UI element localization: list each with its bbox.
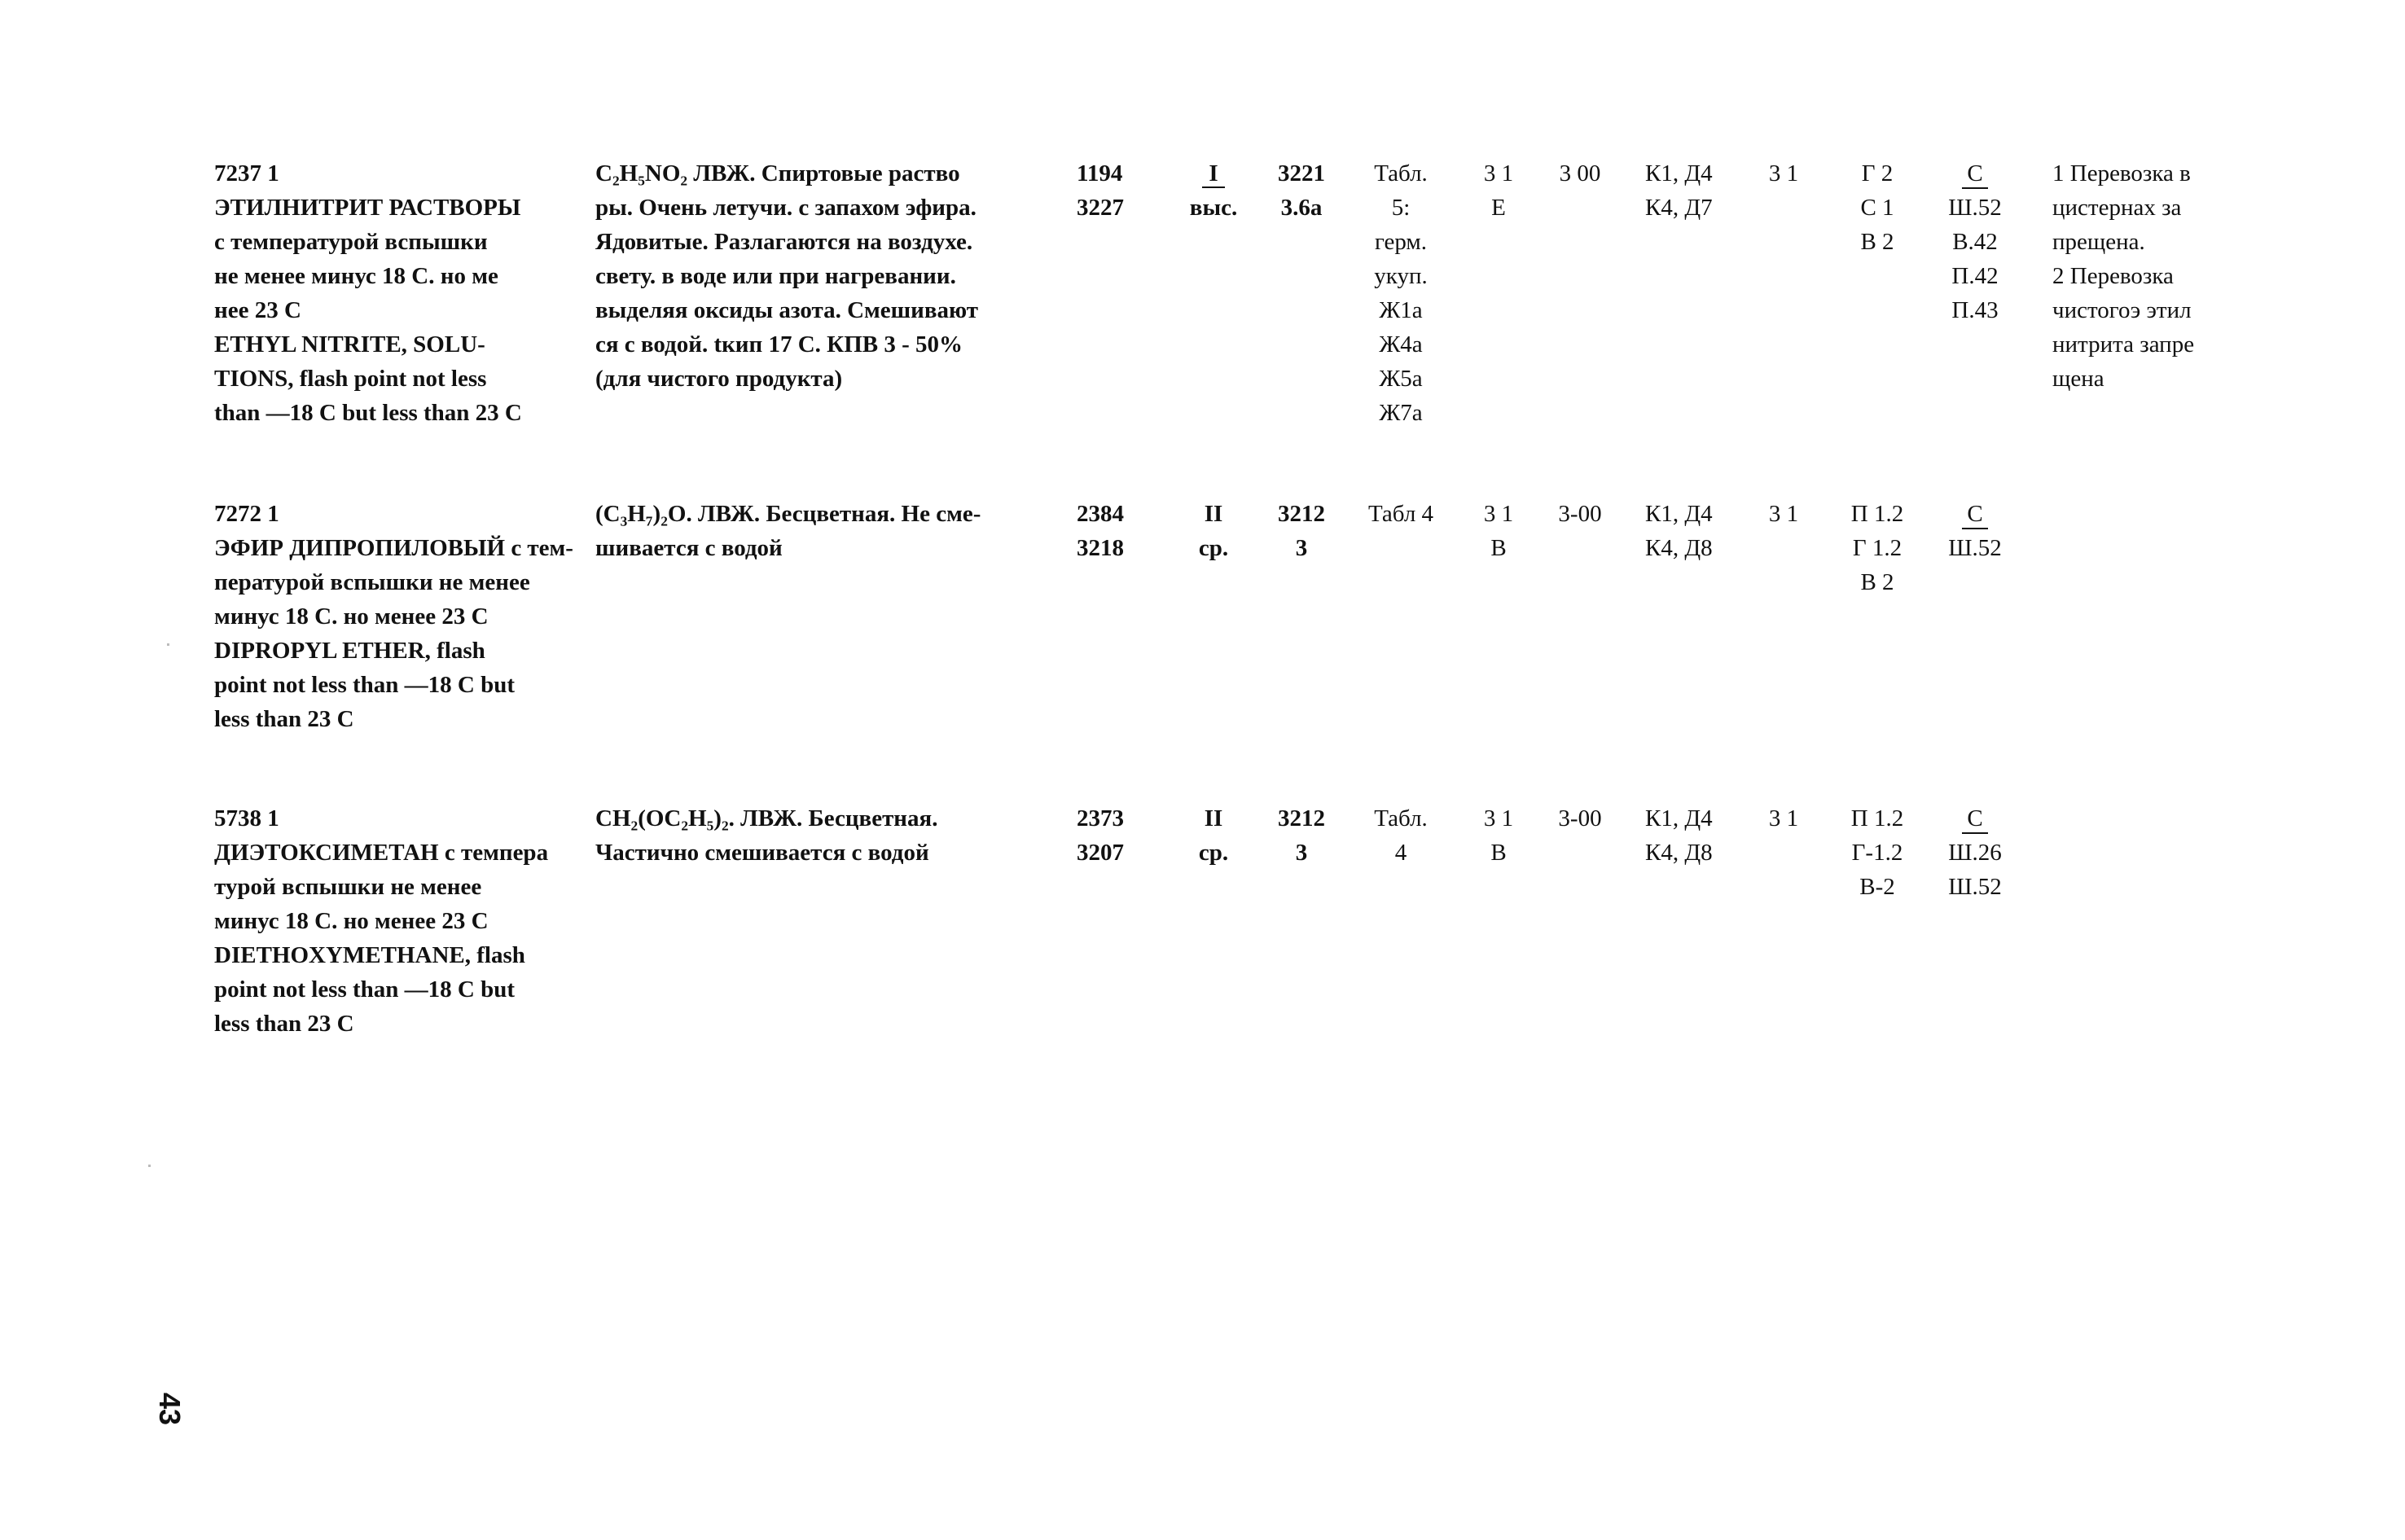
cargo-name-line: DIETHOXYMETHANE, flash [214, 942, 525, 968]
un-number-line: 3218 [1077, 535, 1124, 561]
cargo-name-line: ЭТИЛНИТРИТ РАСТВОРЫ [214, 195, 521, 221]
cargo-description-line: шивается с водой [595, 535, 783, 561]
subclass-line: 3 1 [1768, 160, 1799, 186]
gvp-codes-line: П 1.2 [1850, 805, 1904, 831]
notes-line: нитрита запре [2052, 331, 2195, 358]
class-code-line: 3 00 [1559, 160, 1601, 186]
cargo-description-line: (C₃H₇)₂O. ЛВЖ. Бесцветная. Не сме- [595, 501, 981, 527]
packing-ref [1352, 156, 1450, 430]
notes-line: 1 Перевозка в [2052, 160, 2191, 186]
gvp-codes-line: Г 2 [1861, 160, 1894, 186]
cargo-description-line: (для чистого продукта) [595, 366, 843, 392]
cargo-name-line: DIPROPYL ETHER, flash [214, 638, 485, 664]
emergency-code-line: 3221 [1278, 160, 1325, 186]
storage-code: Ш.26 [1948, 840, 2002, 866]
fraction-top-line [1930, 497, 2020, 531]
gvp-codes-line: С 1 [1860, 195, 1894, 221]
storage-code: Ш.52 [1948, 535, 2002, 561]
danger-degree-top: II [1204, 501, 1223, 527]
un-number [1077, 801, 1142, 870]
packing-ref-line: Ж7а [1379, 400, 1423, 426]
emergency-code-line: 3 [1295, 840, 1308, 866]
danger-degree-bottom: ср. [1198, 840, 1229, 866]
cargo-description-line: Ядовитые. Разлагаются на воздухе. [595, 229, 973, 255]
emergency-code [1269, 801, 1334, 870]
danger-degree-group [1177, 801, 1250, 836]
cargo-name-line: 7237 1 [214, 160, 279, 186]
un-number-line: 2373 [1077, 805, 1124, 831]
cargo-name [214, 156, 581, 430]
cargo-description [595, 801, 1060, 870]
packing-ref-line: Табл. [1374, 805, 1428, 831]
cargo-description [595, 156, 1060, 396]
k-d-codes-line: К4, Д8 [1645, 840, 1713, 866]
hazard-class [1466, 801, 1531, 870]
class-code [1547, 497, 1613, 531]
packing-ref-line: Табл 4 [1367, 501, 1434, 527]
danger-degree-group [1177, 156, 1250, 191]
packing-ref-line: Ж5а [1379, 366, 1423, 392]
packing-ref-line: Ж4а [1379, 331, 1423, 358]
subclass [1759, 497, 1808, 531]
notes-line: цистернах за [2052, 195, 2182, 221]
emergency-code [1269, 156, 1334, 225]
emergency-code-line: 3 [1295, 535, 1308, 561]
cargo-name-line: не менее минус 18 С. но ме [214, 263, 498, 289]
cargo-description-line: выделяя оксиды азота. Смешивают [595, 297, 979, 323]
hazard-class [1466, 156, 1531, 225]
hazard-class-line: Е [1491, 195, 1506, 221]
hazard-class-line: В [1490, 535, 1507, 561]
cargo-name-line: минус 18 С. но менее 23 С [214, 603, 489, 630]
storage-codes [1930, 497, 2020, 565]
emergency-code [1269, 497, 1334, 565]
emergency-code-line: 3212 [1278, 805, 1325, 831]
cargo-name-line: пературой вспышки не менее [214, 569, 530, 595]
subclass-line: 3 1 [1768, 805, 1799, 831]
un-number [1077, 156, 1142, 225]
k-d-codes-line: К4, Д7 [1645, 195, 1713, 221]
cargo-name-line: 5738 1 [214, 805, 279, 831]
notes-line: 2 Перевозка [2052, 263, 2174, 289]
gvp-codes [1841, 156, 1914, 259]
gvp-codes-line: В 2 [1860, 569, 1894, 595]
scan-speck [167, 643, 169, 646]
fraction-top-line [1930, 801, 2020, 836]
k-d-codes-line: К1, Д4 [1645, 805, 1713, 831]
packing-ref-line: Табл. [1374, 160, 1428, 186]
cargo-name-line: than —18 C but less than 23 C [214, 400, 522, 426]
class-code-line: 3-00 [1558, 501, 1602, 527]
cargo-name-line: point not less than —18 C but [214, 976, 516, 1003]
danger-degree [1177, 156, 1250, 225]
fraction-top: С [1962, 805, 1987, 834]
cargo-name-line: с температурой вспышки [214, 229, 488, 255]
k-d-codes-line: К1, Д4 [1645, 501, 1713, 527]
cargo-description-line: ры. Очень летучи. с запахом эфира. [595, 195, 976, 221]
gvp-codes-line: Г-1.2 [1851, 840, 1903, 866]
page-number: 43 [153, 1392, 187, 1426]
gvp-codes [1841, 497, 1914, 599]
danger-degree [1177, 801, 1250, 870]
cargo-name-line: TIONS, flash point not less [214, 366, 487, 392]
class-code-line: 3-00 [1558, 805, 1602, 831]
cargo-name-line: минус 18 С. но менее 23 С [214, 908, 489, 934]
subclass-line: 3 1 [1768, 501, 1799, 527]
storage-code: П.42 [1951, 263, 1999, 289]
un-number-line: 3207 [1077, 840, 1124, 866]
danger-degree [1177, 497, 1250, 565]
un-number-line: 2384 [1077, 501, 1124, 527]
cargo-name [214, 801, 581, 1041]
gvp-codes-line: В 2 [1860, 229, 1894, 255]
storage-code: П.43 [1951, 297, 1999, 323]
danger-degree-top: II [1204, 805, 1223, 831]
gvp-codes-line: П 1.2 [1850, 501, 1904, 527]
danger-degree-group [1177, 497, 1250, 531]
cargo-name-line: less than 23 C [214, 1011, 354, 1037]
hazard-class [1466, 497, 1531, 565]
un-number-line: 1194 [1077, 160, 1123, 186]
danger-degree-top: I [1202, 160, 1224, 188]
cargo-name-line: турой вспышки не менее [214, 874, 482, 900]
cargo-description [595, 497, 1060, 565]
packing-ref-line: 4 [1394, 840, 1407, 866]
cargo-description-line: ся с водой. tкип 17 С. КПВ 3 - 50% [595, 331, 963, 358]
notes [2052, 156, 2264, 396]
cargo-name-line: point not less than —18 C but [214, 672, 516, 698]
storage-code: В.42 [1952, 229, 1998, 255]
cargo-name-line: ДИЭТОКСИМЕТАН с темпера [214, 840, 549, 866]
packing-ref [1352, 801, 1450, 870]
fraction-top: С [1962, 160, 1987, 189]
subclass [1759, 801, 1808, 836]
gvp-codes-line: Г 1.2 [1852, 535, 1902, 561]
k-d-codes [1645, 801, 1735, 870]
scan-speck [148, 1165, 151, 1167]
cargo-name-line: ETHYL NITRITE, SOLU- [214, 331, 485, 358]
emergency-code-line: 3.6а [1280, 195, 1323, 221]
cargo-name-line: 7272 1 [214, 501, 279, 527]
cargo-description-line: Частично смешивается с водой [595, 840, 929, 866]
gvp-codes [1841, 801, 1914, 904]
gvp-codes-line: В-2 [1859, 874, 1895, 900]
k-d-codes-line: К4, Д8 [1645, 535, 1713, 561]
cargo-description-line: CH₂(OC₂H₅)₂. ЛВЖ. Бесцветная. [595, 805, 938, 831]
class-code [1547, 156, 1613, 191]
notes-line: прещена. [2052, 229, 2145, 255]
k-d-codes [1645, 156, 1735, 225]
storage-code: Ш.52 [1948, 195, 2002, 221]
danger-degree-bottom: выс. [1189, 195, 1238, 221]
cargo-name-line: less than 23 C [214, 706, 354, 732]
cargo-description-line: C₂H₅NO₂ ЛВЖ. Спиртовые раство [595, 160, 960, 186]
cargo-name [214, 497, 581, 736]
notes-line: чистогоэ этил [2052, 297, 2192, 323]
packing-ref [1352, 497, 1450, 531]
danger-degree-bottom: ср. [1198, 535, 1229, 561]
un-number [1077, 497, 1142, 565]
fraction-top-line [1930, 156, 2020, 191]
hazard-class-line: 3 1 [1483, 805, 1514, 831]
un-number-line: 3227 [1077, 195, 1124, 221]
notes-line: щена [2052, 366, 2104, 392]
k-d-codes [1645, 497, 1735, 565]
hazard-class-line: В [1490, 840, 1507, 866]
packing-ref-line: герм. [1374, 229, 1428, 255]
hazard-class-line: 3 1 [1483, 160, 1514, 186]
fraction-top: С [1962, 500, 1987, 529]
cargo-name-line: нее 23 С [214, 297, 301, 323]
storage-codes [1930, 156, 2020, 327]
cargo-name-line: ЭФИР ДИПРОПИЛОВЫЙ с тем- [214, 535, 573, 561]
storage-codes [1930, 801, 2020, 904]
hazard-class-line: 3 1 [1483, 501, 1514, 527]
subclass [1759, 156, 1808, 191]
k-d-codes-line: К1, Д4 [1645, 160, 1713, 186]
storage-code: Ш.52 [1948, 874, 2002, 900]
packing-ref-line: укуп. [1374, 263, 1428, 289]
packing-ref-line: 5: [1391, 195, 1411, 221]
class-code [1547, 801, 1613, 836]
emergency-code-line: 3212 [1278, 501, 1325, 527]
cargo-description-line: свету. в воде или при нагревании. [595, 263, 956, 289]
packing-ref-line: Ж1а [1379, 297, 1423, 323]
